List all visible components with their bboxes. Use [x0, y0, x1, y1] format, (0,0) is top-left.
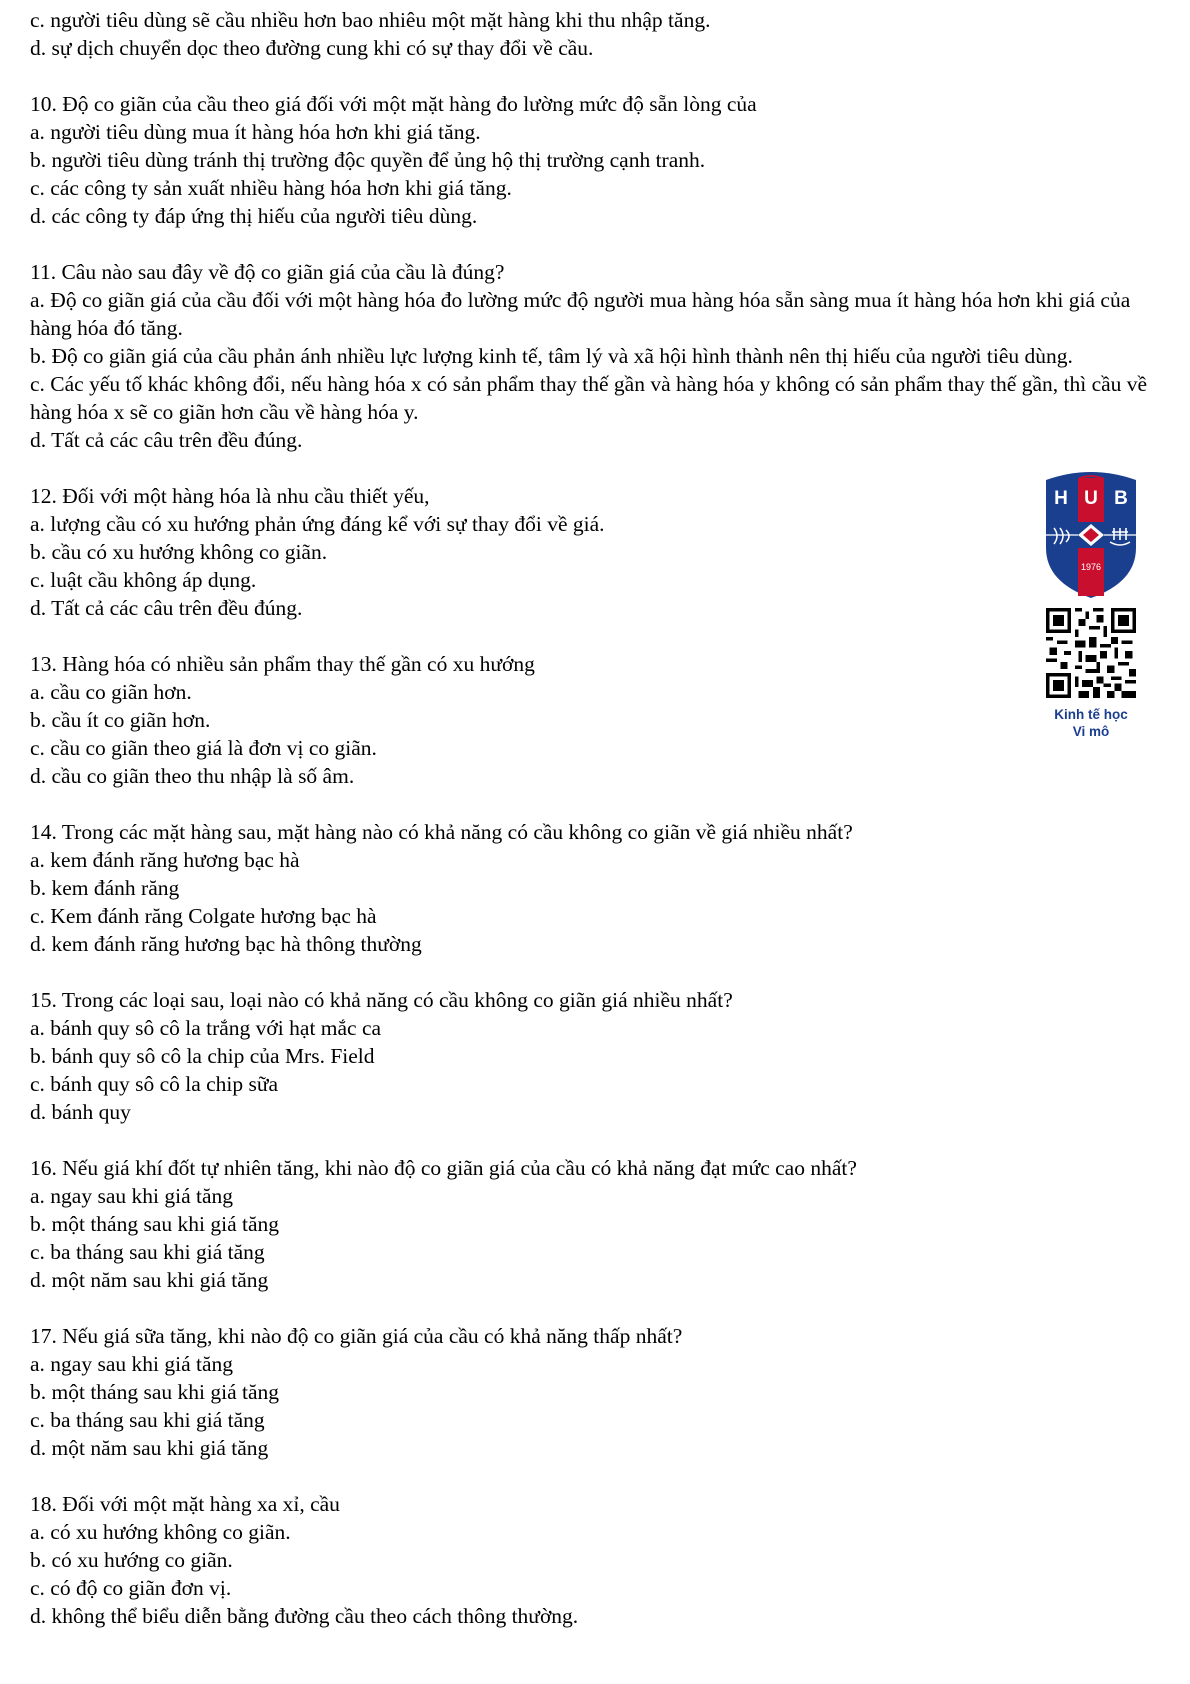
option-b: b. bánh quy sô cô la chip của Mrs. Field [30, 1044, 375, 1068]
option-d: d. bánh quy [30, 1100, 131, 1124]
logo-letter-h: H [1054, 488, 1068, 509]
question-title: 12. Đối với một hàng hóa là nhu cầu thiết yếu, [30, 484, 430, 508]
question-17 [30, 1322, 1170, 1462]
option-a: a. ngay sau khi giá tăng [30, 1184, 234, 1208]
hub-logo-block [1036, 470, 1146, 760]
question-16 [30, 1154, 1170, 1294]
question-title: 15. Trong các loại sau, loại nào có khả năng có cầu không co giãn giá nhiều nhất? [30, 988, 733, 1012]
option-c: c. Kem đánh răng Colgate hương bạc hà [30, 904, 377, 928]
question-12 [30, 482, 1170, 622]
option-c: c. Các yếu tố khác không đổi, nếu hàng hóa x có sản phẩm thay thế gần và hàng hóa y không có sản phẩm thay thế gần, thì cầu về hàng hóa x sẽ co giãn hơn cầu về hàng hóa y. [30, 372, 1148, 424]
option-a: a. có xu hướng không co giãn. [30, 1520, 291, 1544]
question-10 [30, 90, 1170, 230]
intro-line: c. người tiêu dùng sẽ cầu nhiều hơn bao nhiêu một mặt hàng khi thu nhập tăng. [30, 8, 711, 32]
option-b: b. kem đánh răng [30, 876, 180, 900]
option-c: c. ba tháng sau khi giá tăng [30, 1240, 265, 1264]
logo-caption-subject: Kinh tế học [1054, 707, 1128, 722]
question-14 [30, 818, 1170, 958]
question-11 [30, 258, 1170, 454]
option-d: d. Tất cả các câu trên đều đúng. [30, 428, 303, 452]
question-title: 14. Trong các mặt hàng sau, mặt hàng nào có khả năng có cầu không co giãn về giá nhiều nhất? [30, 820, 853, 844]
question-title: 13. Hàng hóa có nhiều sản phẩm thay thế gần có xu hướng [30, 652, 535, 676]
intro-line: d. sự dịch chuyển dọc theo đường cung khi có sự thay đổi về cầu. [30, 36, 594, 60]
option-a: a. bánh quy sô cô la trắng với hạt mắc ca [30, 1016, 382, 1040]
option-b: b. người tiêu dùng tránh thị trường độc quyền để ủng hộ thị trường cạnh tranh. [30, 148, 706, 172]
question-title: 18. Đối với một mặt hàng xa xỉ, cầu [30, 1492, 340, 1516]
document-page [30, 6, 1170, 1630]
option-a: a. kem đánh răng hương bạc hà [30, 848, 300, 872]
question-13 [30, 650, 1170, 790]
option-c: c. bánh quy sô cô la chip sữa [30, 1072, 279, 1096]
question-title: 16. Nếu giá khí đốt tự nhiên tăng, khi nào độ co giãn giá của cầu có khả năng đạt mức cao nhất? [30, 1156, 857, 1180]
option-d: d. một năm sau khi giá tăng [30, 1436, 269, 1460]
option-a: a. Độ co giãn giá của cầu đối với một hàng hóa đo lường mức độ người mua hàng hóa sẵn sàng mua ít hàng hóa hơn khi giá của hàng hóa đó tăng. [30, 288, 1131, 340]
option-b: b. một tháng sau khi giá tăng [30, 1380, 280, 1404]
logo-letter-u: U [1084, 488, 1098, 509]
logo-letter-b: B [1114, 488, 1128, 509]
option-d: d. một năm sau khi giá tăng [30, 1268, 269, 1292]
hub-shield-logo [1042, 470, 1140, 600]
option-b: b. một tháng sau khi giá tăng [30, 1212, 280, 1236]
option-c: c. các công ty sản xuất nhiều hàng hóa hơn khi giá tăng. [30, 176, 512, 200]
option-a: a. lượng cầu có xu hướng phản ứng đáng kể với sự thay đổi về giá. [30, 512, 605, 536]
option-d: d. kem đánh răng hương bạc hà thông thường [30, 932, 422, 956]
option-d: d. các công ty đáp ứng thị hiếu của người tiêu dùng. [30, 204, 478, 228]
option-d: d. không thể biểu diễn bằng đường cầu theo cách thông thường. [30, 1604, 579, 1628]
option-b: b. cầu ít co giãn hơn. [30, 708, 211, 732]
question-title: 17. Nếu giá sữa tăng, khi nào độ co giãn giá của cầu có khả năng thấp nhất? [30, 1324, 683, 1348]
option-a: a. người tiêu dùng mua ít hàng hóa hơn khi giá tăng. [30, 120, 481, 144]
logo-caption-subtitle: Vi mô [1072, 724, 1110, 739]
option-b: b. có xu hướng co giãn. [30, 1548, 233, 1572]
option-b: b. cầu có xu hướng không co giãn. [30, 540, 328, 564]
option-c: c. luật cầu không áp dụng. [30, 568, 257, 592]
logo-year: 1976 [1080, 562, 1102, 572]
option-a: a. cầu co giãn hơn. [30, 680, 192, 704]
question-title: 10. Độ co giãn của cầu theo giá đối với một mặt hàng đo lường mức độ sẵn lòng của [30, 92, 757, 116]
question-15 [30, 986, 1170, 1126]
option-c: c. ba tháng sau khi giá tăng [30, 1408, 265, 1432]
option-d: d. Tất cả các câu trên đều đúng. [30, 596, 303, 620]
option-b: b. Độ co giãn giá của cầu phản ánh nhiều lực lượng kinh tế, tâm lý và xã hội hình thành nên thị hiếu của người tiêu dùng. [30, 344, 1073, 368]
option-d: d. cầu co giãn theo thu nhập là số âm. [30, 764, 355, 788]
option-a: a. ngay sau khi giá tăng [30, 1352, 234, 1376]
option-c: c. cầu co giãn theo giá là đơn vị co giãn. [30, 736, 377, 760]
question-18 [30, 1490, 1170, 1630]
question-title: 11. Câu nào sau đây về độ co giãn giá của cầu là đúng? [30, 260, 505, 284]
option-c: c. có độ co giãn đơn vị. [30, 1576, 232, 1600]
qr-code-icon [1046, 608, 1136, 698]
